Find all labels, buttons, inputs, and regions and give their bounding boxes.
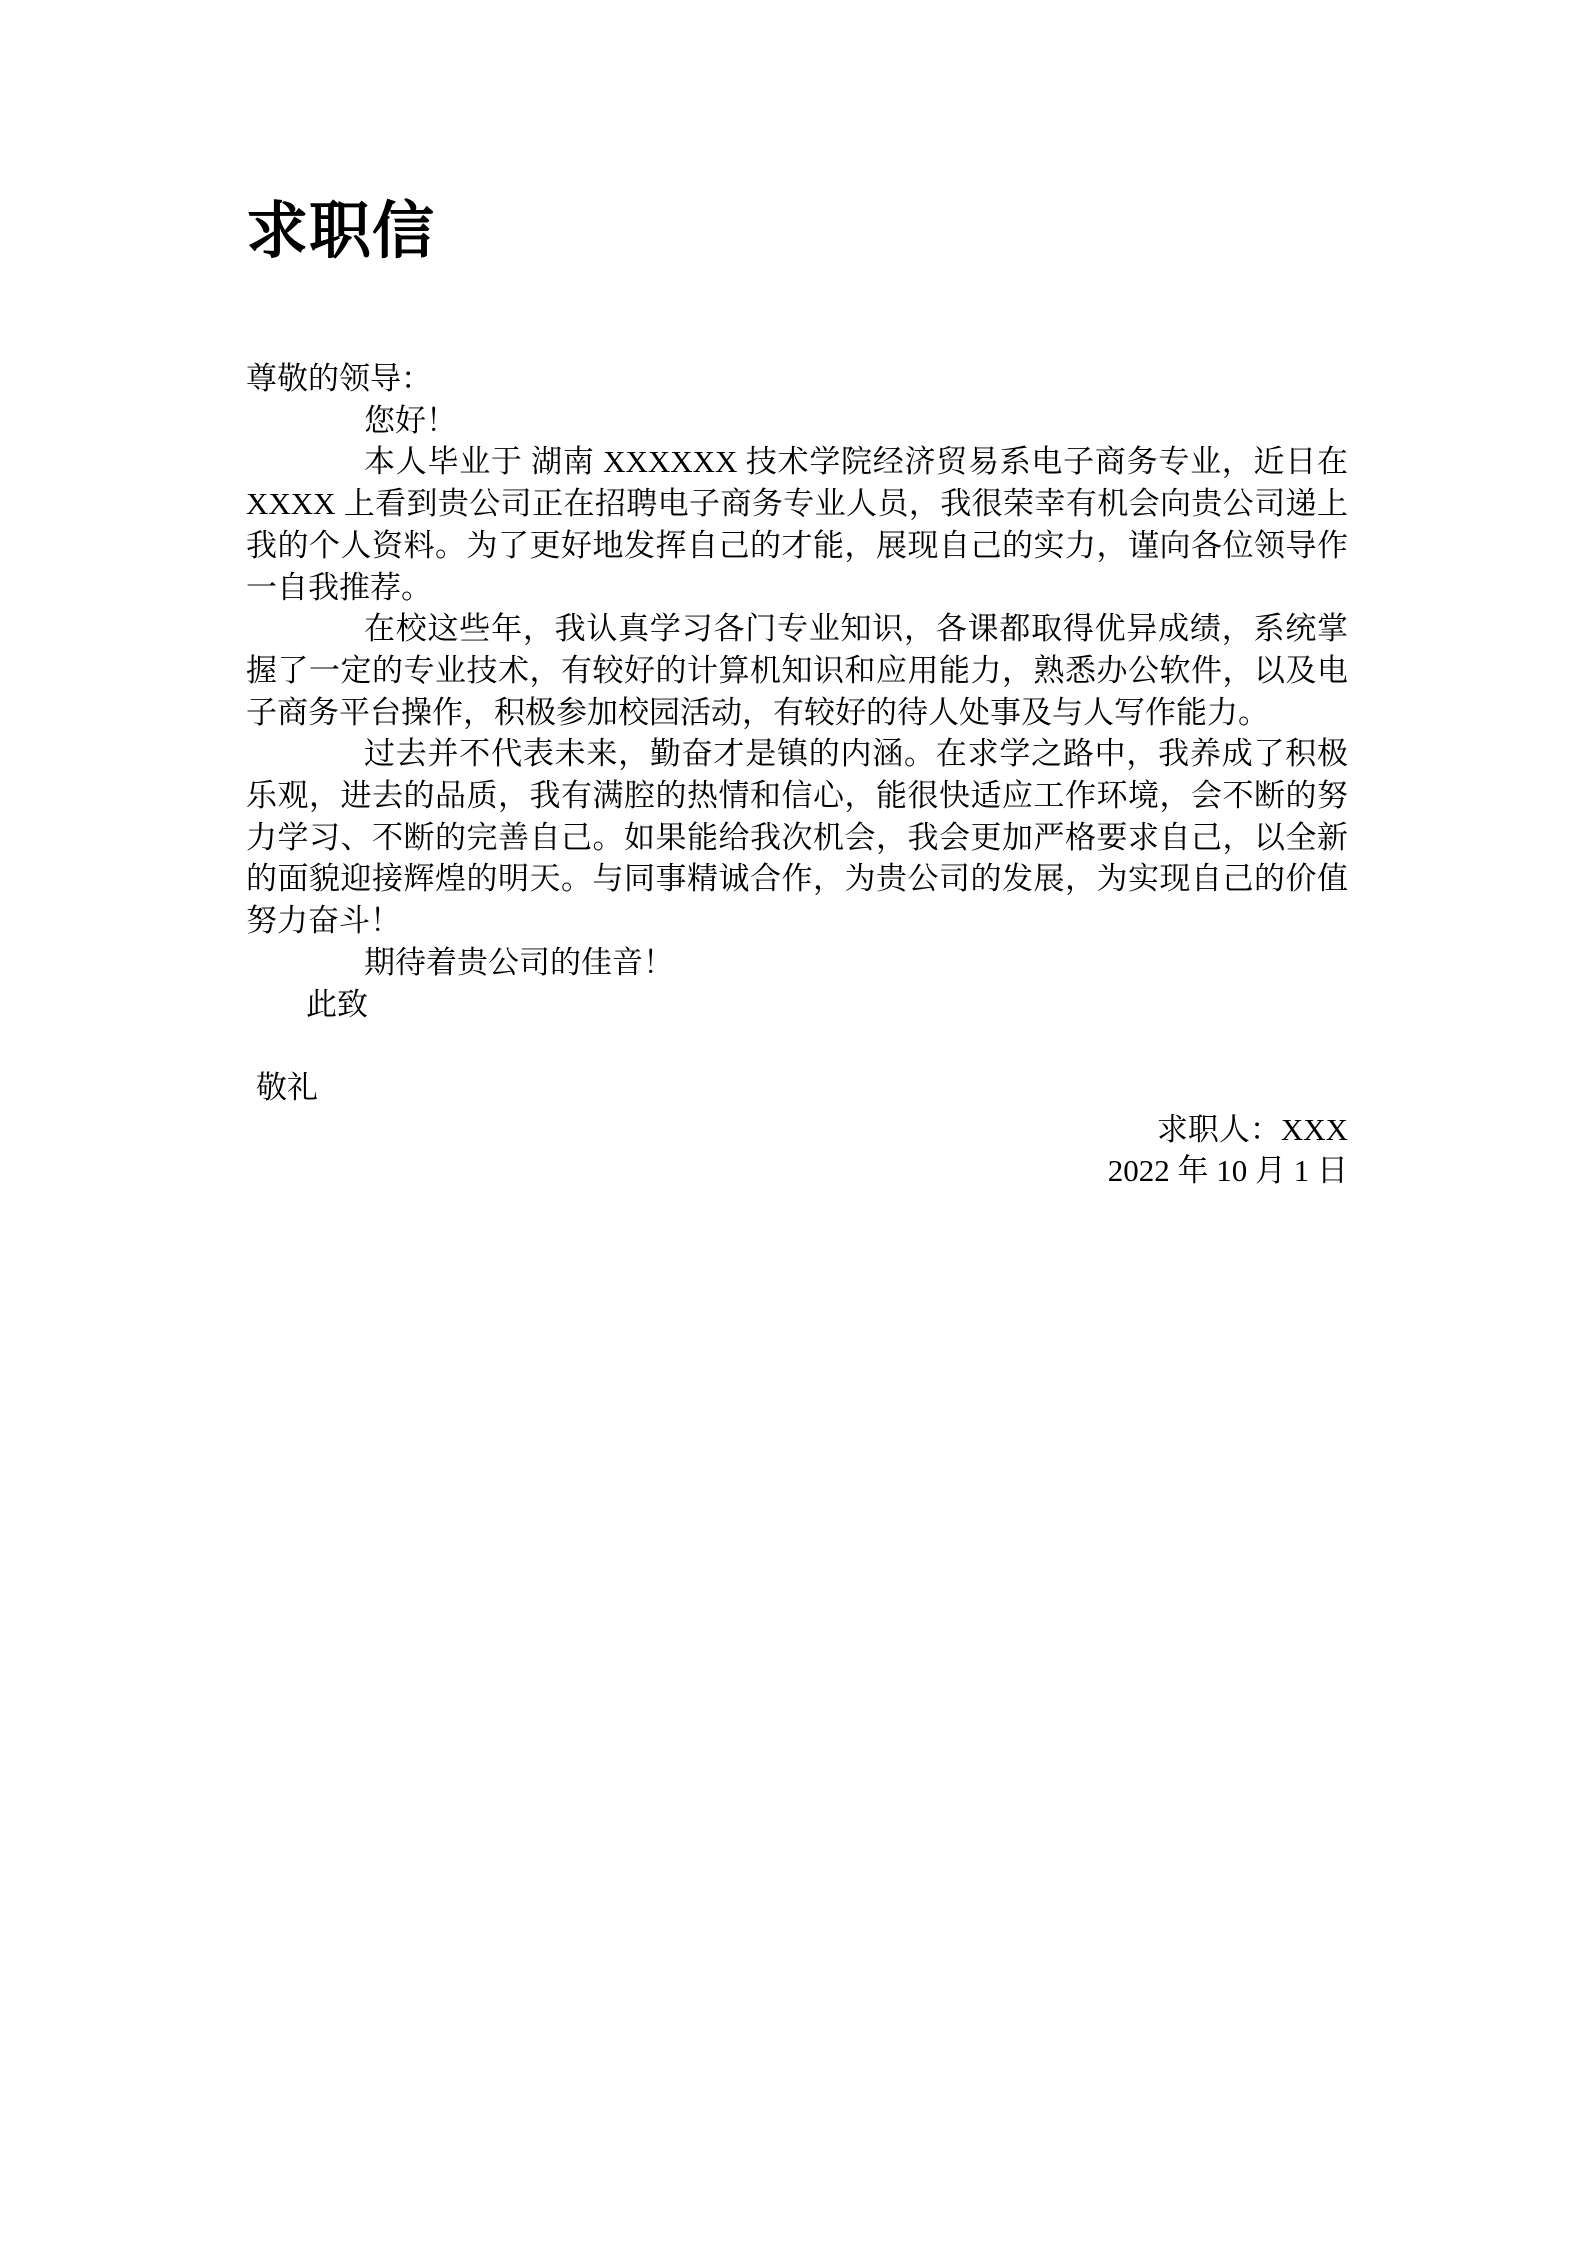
paragraph-education: 在校这些年，我认真学习各门专业知识，各课都取得优异成绩，系统掌握了一定的专业技术，有较好的计算机知识和应用能力，熟悉办公软件，以及电子商务平台操作，积极参加校园活动，有较好的待人处事及与人写作能力。	[246, 611, 1348, 730]
signature-name: 求职人：XXX	[1156, 1111, 1348, 1147]
greeting-line: 您好！	[364, 402, 457, 438]
closing-cizhi-line: 此致	[306, 986, 368, 1022]
expectation-line: 期待着贵公司的佳音！	[364, 944, 674, 980]
letter-title: 求职信	[246, 198, 436, 266]
closing-jingli-line: 敬礼	[256, 1069, 318, 1105]
letter-body	[246, 358, 1348, 1192]
salutation-line: 尊敬的领导：	[246, 361, 432, 396]
paragraph-qualities: 过去并不代表未来，勤奋才是镇的内涵。在求学之路中，我养成了积极乐观，进去的品质，我有满腔的热情和信心，能很快适应工作环境，会不断的努力学习、不断的完善自己。如果能给我次机会，我会更加严格要求自己，以全新的面貌迎接辉煌的明天。与同事精诚合作，为贵公司的发展，为实现自己的价值努力奋斗！	[246, 736, 1348, 939]
letter-content	[246, 0, 1348, 1192]
signature-date: 2022 年 10 月 1 日	[1107, 1153, 1348, 1189]
paragraph-introduction: 本人毕业于 湖南 XXXXXX 技术学院经济贸易系电子商务专业，近日在 XXXX 上看到贵公司正在招聘电子商务专业人员，我很荣幸有机会向贵公司递上我的个人资料。为了更好地发挥自己的才能，展现自己的实力，谨向各位领导作一自我推荐。	[246, 444, 1348, 605]
